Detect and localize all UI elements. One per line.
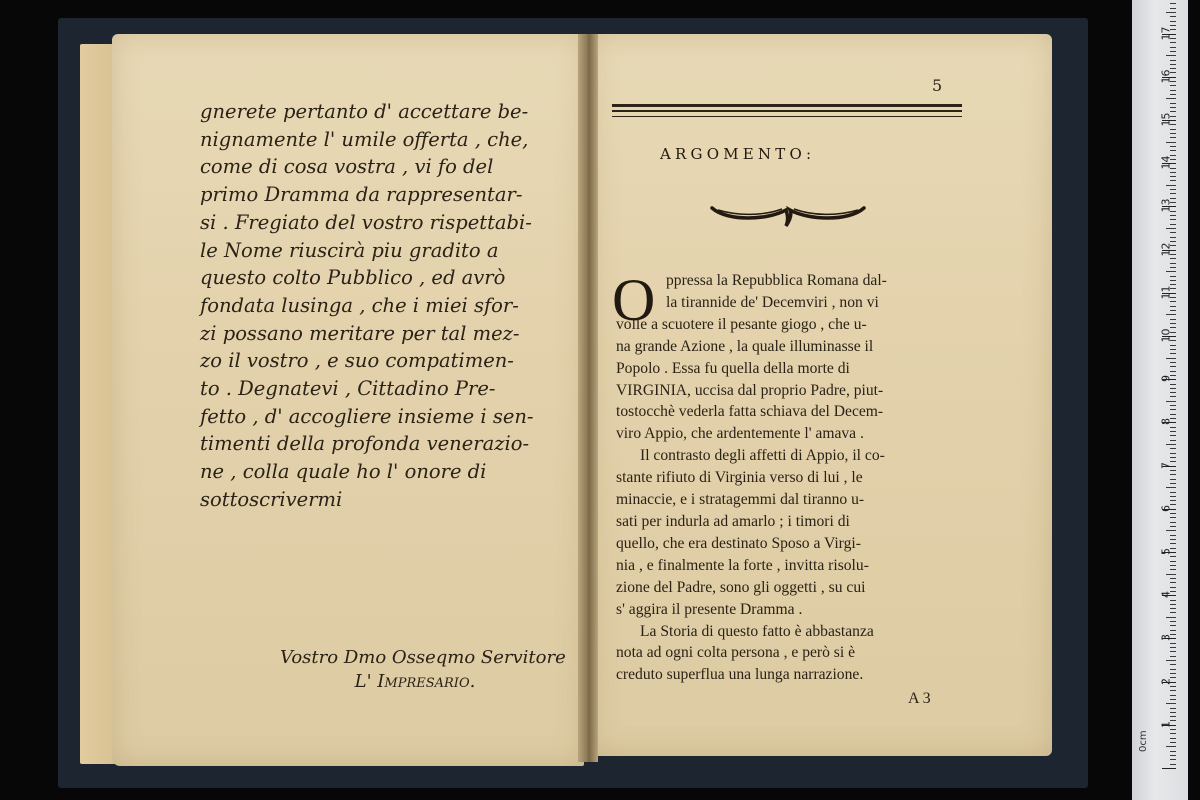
ruler-number: 3 [1159, 634, 1173, 642]
ruler-tick [1170, 129, 1176, 130]
ruler-tick [1166, 703, 1176, 704]
ruler-tick [1166, 185, 1176, 186]
ruler-tick [1170, 349, 1176, 350]
ruler-number: 10 [1159, 328, 1173, 343]
ruler-tick [1170, 526, 1176, 527]
ruler-tick [1170, 306, 1176, 307]
ruler-tick [1166, 401, 1176, 402]
text-line: zione del Padre, sono gli oggetti , su cui [616, 578, 866, 596]
ruler-tick [1170, 137, 1176, 138]
ruler-tick [1166, 660, 1176, 661]
ruler-number: 8 [1159, 418, 1173, 426]
ruler-tick [1166, 487, 1176, 488]
text-line: si . Fregiato del vostro rispettabi- [200, 210, 532, 234]
ruler-tick [1170, 565, 1176, 566]
ruler-tick [1166, 530, 1176, 531]
ruler-tick [1166, 358, 1176, 359]
text-line: zi possano meritare per tal mez- [200, 321, 520, 345]
ruler-tick [1170, 263, 1176, 264]
ruler-tick [1170, 561, 1176, 562]
ruler-tick [1166, 12, 1176, 13]
ruler-tick [1170, 440, 1176, 441]
ruler-number: 17 [1159, 26, 1173, 41]
ruler-tick [1166, 746, 1176, 747]
ruler-tick [1170, 3, 1176, 4]
ruler-tick [1170, 362, 1176, 363]
ruler-tick [1170, 604, 1176, 605]
ruler-unit-label: 0cm [1138, 730, 1149, 752]
ruler-tick [1170, 133, 1176, 134]
ruler-number: 2 [1159, 677, 1173, 685]
ruler-tick [1166, 142, 1176, 143]
header-rule [612, 116, 962, 117]
text-line: gnerete pertanto d' accettare be- [200, 100, 529, 123]
ruler-tick [1170, 695, 1176, 696]
dedication-signature [280, 646, 566, 694]
text-line: Popolo . Essa fu quella della morte di [616, 359, 850, 377]
ruler-number: 4 [1159, 591, 1173, 599]
signature-line [280, 670, 550, 694]
ruler-tick [1170, 496, 1176, 497]
ruler-tick [1170, 232, 1176, 233]
text-line: na grande Azione , la quale illuminasse il [616, 337, 874, 355]
ruler-tick [1170, 712, 1176, 713]
text-line: ppressa la Repubblica Romana dal- [666, 272, 887, 289]
text-line: quello, che era destinato Sposo a Virgi- [616, 534, 861, 552]
ruler-tick [1170, 612, 1176, 613]
ruler-tick [1166, 617, 1176, 618]
ruler-tick [1170, 651, 1176, 652]
ruler-tick [1170, 90, 1176, 91]
ruler-tick [1170, 237, 1176, 238]
ruler-tick [1170, 64, 1176, 65]
ruler-tick [1170, 219, 1176, 220]
ruler-number: 13 [1159, 198, 1173, 213]
signature-suffix: . [469, 671, 476, 692]
ruler-tick [1170, 150, 1176, 151]
ruler-tick [1170, 435, 1176, 436]
ruler-tick [1170, 310, 1176, 311]
text-line: primo Dramma da rappresentar- [200, 183, 523, 207]
ruler-tick [1170, 664, 1176, 665]
text-line: fondata lusinga , che i miei sfor- [200, 293, 519, 317]
ruler-tick [1170, 656, 1176, 657]
ruler-tick [1170, 193, 1176, 194]
text-line: nignamente l' umile offerta , che, [200, 127, 529, 151]
ruler-tick [1170, 733, 1176, 734]
text-line: le Nome riuscirà piu gradito a [200, 238, 499, 262]
text-line: creduto superflua una lunga narrazione. [616, 666, 864, 684]
ruler-tick [1170, 708, 1176, 709]
ruler-tick [1170, 409, 1176, 410]
ruler-tick [1166, 271, 1176, 272]
text-line: viro Appio, che ardentemente l' amava . [616, 425, 864, 443]
ruler-tick [1170, 319, 1176, 320]
text-line: fetto , d' accogliere insieme i sen- [200, 404, 534, 428]
ruler-tick [1170, 189, 1176, 190]
ruler-tick [1170, 582, 1176, 583]
ruler-number: 11 [1159, 285, 1173, 300]
left-page-text [200, 98, 560, 514]
page-number: 5 [932, 76, 943, 95]
ruler-number: 9 [1159, 375, 1173, 383]
header-rule [612, 110, 962, 112]
ruler-tick [1170, 215, 1176, 216]
ruler-tick [1170, 180, 1176, 181]
ruler-tick [1166, 98, 1176, 99]
ruler-number: 5 [1159, 548, 1173, 555]
ruler-tick [1170, 453, 1176, 454]
text-line: Il contrasto degli affetti di Appio, il co- [640, 447, 885, 465]
text-line: zo il vostro , e suo compatimen- [200, 349, 514, 373]
ruler-tick [1170, 742, 1176, 743]
ruler-tick [1170, 8, 1176, 9]
ruler-tick [1170, 578, 1176, 579]
ruler-tick [1170, 353, 1176, 354]
ruler-tick [1170, 621, 1176, 622]
ruler-number: 7 [1159, 461, 1173, 469]
text-line: nota ad ogni colta persona , e però si è [616, 644, 856, 662]
ruler-tick [1170, 764, 1176, 765]
ruler-tick [1170, 51, 1176, 52]
ruler-tick [1170, 267, 1176, 268]
ruler-tick [1170, 522, 1176, 523]
ruler-tick [1170, 759, 1176, 760]
signature-line: Vostro Dmo Osseqmo Servitore [280, 647, 566, 668]
ruler-tick [1170, 483, 1176, 484]
ruler-tick [1170, 388, 1176, 389]
ruler-tick [1170, 146, 1176, 147]
ruler-tick [1170, 755, 1176, 756]
text-line: sati per indurla ad amarlo ; i timori di [616, 512, 850, 530]
ruler-tick [1170, 479, 1176, 480]
ruler-tick [1170, 103, 1176, 104]
ruler-tick [1170, 323, 1176, 324]
ruler-tick [1170, 276, 1176, 277]
text-line: VIRGINIA, uccisa dal proprio Padre, piut- [616, 381, 884, 399]
ruler-tick [1170, 280, 1176, 281]
signature-prefix: L' [354, 671, 378, 692]
text-line: ne , colla quale ho l' onore di [200, 460, 487, 484]
text-line: stante rifiuto di Virginia verso di lui , le [616, 469, 863, 487]
book-gutter [578, 34, 598, 762]
ruler-tick [1170, 301, 1176, 302]
ruler-tick [1170, 172, 1176, 173]
ruler-tick [1170, 85, 1176, 86]
ruler-tick [1170, 392, 1176, 393]
ornament-flourish [708, 200, 868, 228]
text-line: volle a scuotere il pesante giogo , che u- [616, 315, 867, 333]
ruler-tick [1166, 55, 1176, 56]
text-line: questo colto Pubblico , ed avrò [200, 266, 506, 290]
signature-mark: A 3 [908, 690, 931, 707]
ruler-number: 16 [1159, 69, 1173, 84]
signature-name: Impresario [377, 671, 470, 692]
text-line: s' aggira il presente Dramma . [616, 600, 803, 618]
ruler-tick [1170, 569, 1176, 570]
text-line: timenti della profonda venerazio- [200, 432, 530, 456]
ruler-tick [1170, 47, 1176, 48]
ruler-tick [1170, 751, 1176, 752]
ruler-tick [1170, 448, 1176, 449]
ruler-number: 1 [1159, 720, 1173, 728]
ruler-tick [1170, 647, 1176, 648]
ruler-tick [1170, 669, 1176, 670]
ruler-number: 12 [1159, 242, 1173, 257]
ruler-number: 6 [1159, 504, 1173, 512]
ruler-tick [1170, 60, 1176, 61]
ruler-tick [1170, 699, 1176, 700]
text-line: la tirannide de' Decemviri , non vi [666, 293, 879, 311]
ruler-tick [1170, 539, 1176, 540]
ruler-tick [1170, 535, 1176, 536]
ruler-tick [1170, 345, 1176, 346]
ruler-tick [1170, 431, 1176, 432]
ruler-tick [1170, 176, 1176, 177]
ruler-tick [1170, 405, 1176, 406]
ruler-tick [1170, 492, 1176, 493]
text-line: La Storia di questo fatto è abbastanza [640, 622, 874, 640]
ruler-tick [1170, 625, 1176, 626]
ruler-tick [1166, 444, 1176, 445]
text-line: to . Degnatevi , Cittadino Pre- [200, 377, 496, 401]
text-line: minaccie, e i stratagemmi dal tiranno u- [616, 491, 865, 509]
ruler-tick [1170, 738, 1176, 739]
ruler-tick [1170, 107, 1176, 108]
ruler-tick [1170, 517, 1176, 518]
text-line: come di cosa vostra , vi fo del [200, 155, 494, 179]
text-line: tostocchè vederla fatta schiava del Decem- [616, 403, 884, 421]
ruler-number: 15 [1159, 112, 1173, 127]
ruler-tick [1170, 224, 1176, 225]
header-rule [612, 104, 962, 107]
ruler-tick [1166, 228, 1176, 229]
ruler-tick [1166, 314, 1176, 315]
section-title: ARGOMENTO: [660, 145, 816, 163]
ruler-tick [1162, 768, 1176, 769]
ruler-tick [1170, 608, 1176, 609]
text-line: nia , e finalmente la forte , invitta risolu- [616, 556, 869, 574]
ruler-tick [1166, 574, 1176, 575]
ruler-tick [1170, 396, 1176, 397]
ruler-tick [1170, 21, 1176, 22]
drop-cap: O [612, 267, 656, 333]
right-page-text [616, 270, 980, 686]
ruler-tick [1170, 94, 1176, 95]
ruler-number: 14 [1159, 155, 1173, 170]
ruler-tick [1170, 366, 1176, 367]
ruler-tick [1170, 16, 1176, 17]
text-line: sottoscrivermi [200, 487, 343, 511]
